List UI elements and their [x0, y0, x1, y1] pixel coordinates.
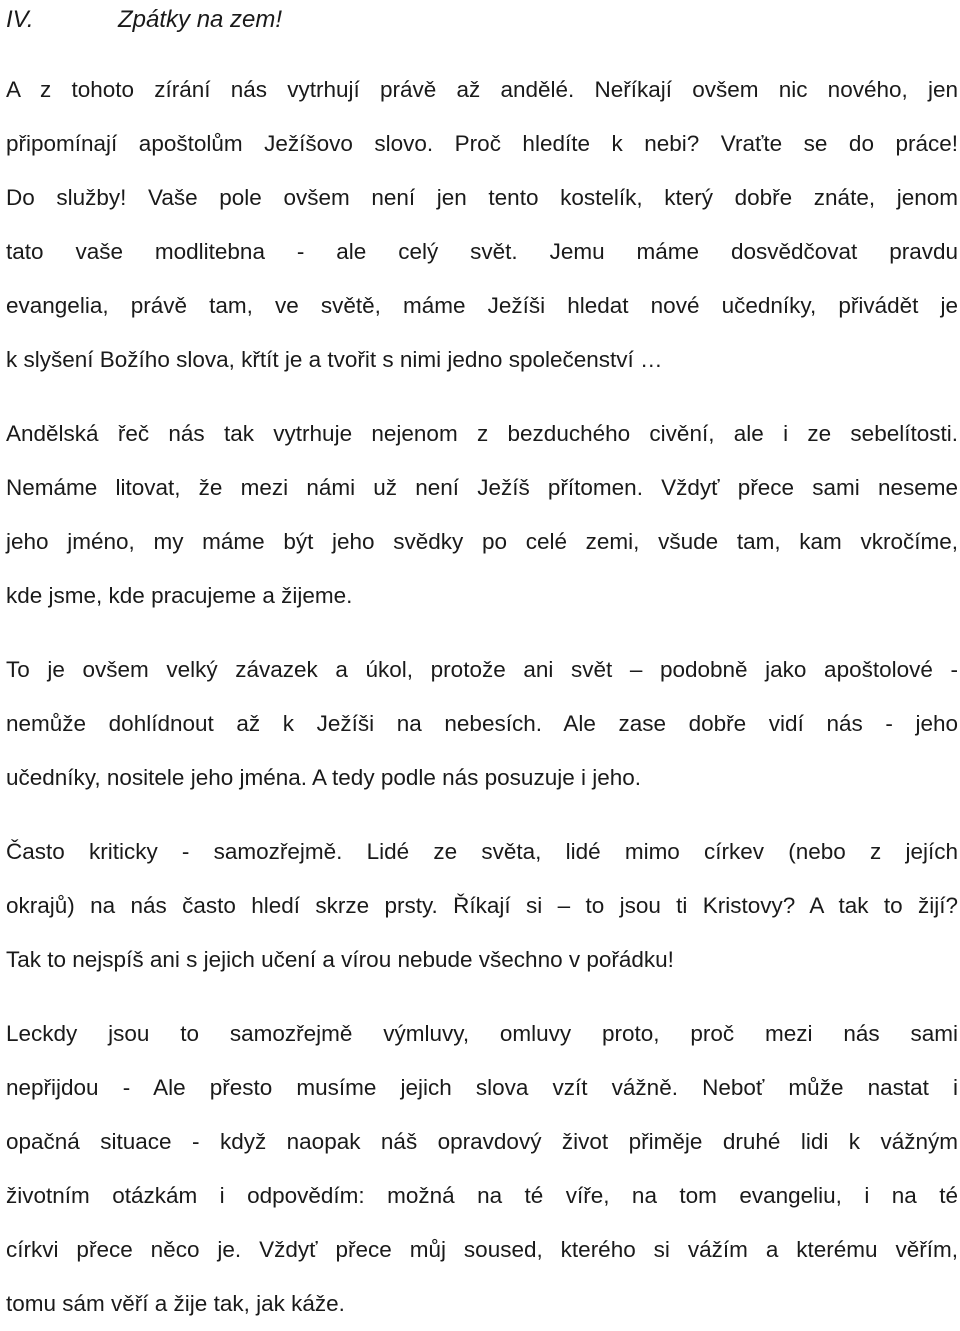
- paragraph-4: [6, 825, 958, 987]
- text-line: A z tohoto zírání nás vytrhují právě až andělé. Neříkají ovšem nic nového, jen: [6, 77, 958, 102]
- text-line: evangelia, právě tam, ve světě, máme Ježíši hledat nové učedníky, přivádět je: [6, 293, 958, 318]
- text-line: jeho jméno, my máme být jeho svědky po celé zemi, všude tam, kam vkročíme,: [6, 529, 958, 554]
- paragraph-2: [6, 407, 958, 623]
- text-line: Do služby! Vaše pole ovšem není jen tento kostelík, který dobře znáte, jenom: [6, 185, 958, 210]
- text-line: nemůže dohlídnout až k Ježíši na nebesích. Ale zase dobře vidí nás - jeho: [6, 711, 958, 736]
- text-line: Nemáme litovat, že mezi námi už není Ježíš přítomen. Vždyť přece sami neseme: [6, 475, 958, 500]
- text-line: opačná situace - když naopak náš opravdový život přiměje druhé lidi k vážným: [6, 1129, 958, 1154]
- text-line: okrajů) na nás často hledí skrze prsty. Říkají si – to jsou ti Kristovy? A tak to žijí?: [6, 893, 958, 918]
- section-heading: [6, 0, 958, 39]
- paragraph-5: [6, 1007, 958, 1331]
- text-line: tomu sám věří a žije tak, jak káže.: [6, 1291, 345, 1316]
- text-line: nepřijdou - Ale přesto musíme jejich slova vzít vážně. Neboť může nastat i: [6, 1075, 958, 1100]
- document-page: [6, 0, 958, 1331]
- text-line: církvi přece něco je. Vždyť přece můj soused, kterého si vážím a kterému věřím,: [6, 1237, 958, 1262]
- paragraph-3: [6, 643, 958, 805]
- text-line: Často kriticky - samozřejmě. Lidé ze světa, lidé mimo církev (nebo z jejích: [6, 839, 958, 864]
- text-line: k slyšení Božího slova, křtít je a tvořit s nimi jedno společenství …: [6, 347, 663, 372]
- text-line: Tak to nejspíš ani s jejich učení a vírou nebude všechno v pořádku!: [6, 947, 674, 972]
- paragraph-1: [6, 63, 958, 387]
- text-line: Andělská řeč nás tak vytrhuje nejenom z bezduchého civění, ale i ze sebelítosti.: [6, 421, 958, 446]
- text-line: kde jsme, kde pracujeme a žijeme.: [6, 583, 353, 608]
- text-line: připomínají apoštolům Ježíšovo slovo. Proč hledíte k nebi? Vraťte se do práce!: [6, 131, 958, 156]
- text-line: životním otázkám i odpovědím: možná na té víře, na tom evangeliu, i na té: [6, 1183, 958, 1208]
- text-line: Leckdy jsou to samozřejmě výmluvy, omluvy proto, proč mezi nás sami: [6, 1021, 958, 1046]
- text-line: To je ovšem velký závazek a úkol, protože ani svět – podobně jako apoštolové -: [6, 657, 958, 682]
- section-title: Zpátky na zem!: [118, 6, 283, 33]
- text-line: učedníky, nositele jeho jména. A tedy podle nás posuzuje i jeho.: [6, 765, 642, 790]
- section-number: IV.: [6, 6, 34, 33]
- text-line: tato vaše modlitebna - ale celý svět. Jemu máme dosvědčovat pravdu: [6, 239, 958, 264]
